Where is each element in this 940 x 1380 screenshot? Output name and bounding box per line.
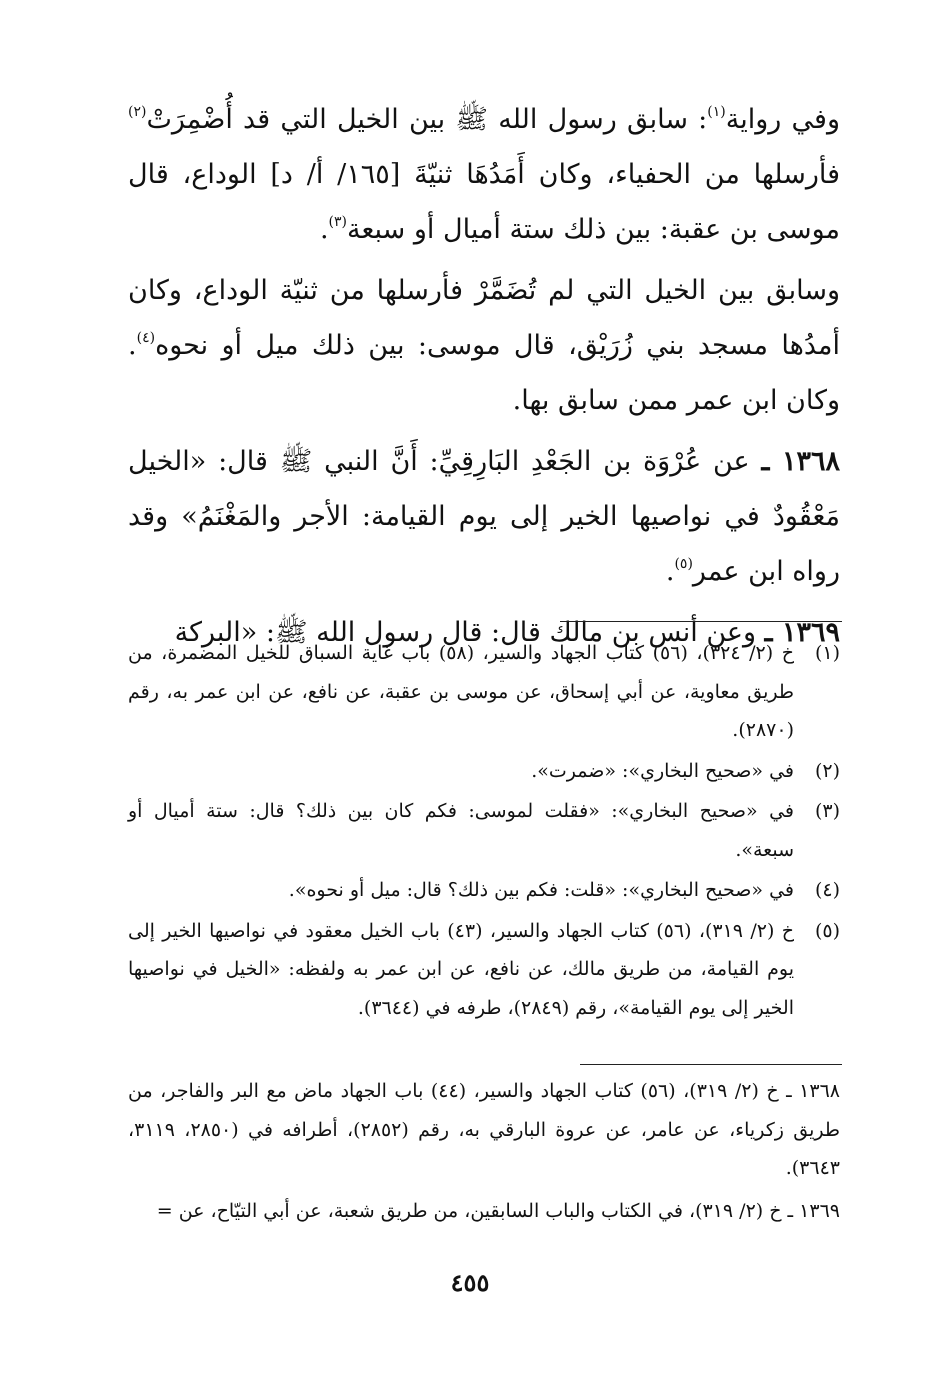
footnote-ref-4[interactable]: (٤) [136,330,156,346]
takhrij-1369: ١٣٦٩ ـ خ (٢/ ٣١٩)، في الكتاب والباب السابقين، من طريق شعبة، عن أبي التيّاح، عن = [156,1199,840,1222]
footnote-5 [128,912,840,1028]
text-run: وعن أنس بن مالك قال: قال رسول الله ﷺ: «البركة [174,617,765,648]
text-run: عن عُرْوَة بن الجَعْدِ البَارِقِيِّ: أَنَّ النبي ﷺ قال: «الخيل مَعْقُودٌ في نواصيها الخير إلى يوم القيامة: الأجر والمَغْنَمُ» وقد رواه ابن عمر [128,446,840,587]
footnote-mark: (٤) [814,879,840,901]
main-text [128,92,840,666]
text-run: وسابق بين الخيل التي لم تُضَمَّرْ فأرسلها من ثنيّة الوداع، وكان أمدُها مسجد بني زُرَيْق، قال موسى: بين ذلك ميل أو نحوه [128,275,840,361]
text-run: . [319,214,329,245]
text-run: وفي رواية [725,104,840,135]
footnote-ref-5[interactable]: (٥) [674,556,693,572]
takhrij-notes [128,1072,840,1234]
footnote-ref-1[interactable]: (١) [707,104,726,120]
text-run: . وكان ابن عمر ممن سابق بها. [128,330,840,416]
paragraph-riwaya [128,92,840,257]
footnote-ref-3[interactable]: (٣) [328,214,347,230]
hadith-number: ١٣٦٨ ـ [761,446,841,477]
footnote-text: خ (٢/ ٣١٩)، (٥٦) كتاب الجهاد والسير، (٤٣) باب الخيل معقود في نواصيها الخير إلى يوم القيامة، من طريق مالك، عن نافع، عن ابن عمر به ولفظه: «الخيل في نواصيها الخير إلى يوم القيامة»، رقم (٢٨٤٩)، طرفه في (٣٦٤٤). [128,919,795,1019]
footnote-2 [128,752,840,791]
footnote-ref-2[interactable]: (٢) [128,104,147,120]
footnote-text: خ (٢/ ٣٢٤)، (٥٦) كتاب الجهاد والسير، (٥٨) باب غاية السباق للخيل المضمرة، من طريق معاوية، عن أبي إسحاق، عن موسى بن عقبة، عن نافع، عن ابن عمر به، رقم (٢٨٧٠). [128,642,794,741]
footnote-text: في «صحيح البخاري»: «قلت: فكم بين ذلك؟ قال: ميل أو نحوه». [288,879,794,901]
page-number: ٤٥٥ [450,1268,490,1297]
takhrij-1368: ١٣٦٨ ـ خ (٢/ ٣١٩)، (٥٦) كتاب الجهاد والسير، (٤٤) باب الجهاد ماض مع البر والفاجر، من طريق زكرياء، عن عامر، عن عروة البارقي به، رقم (٢٨٥٢)، أطرافه في (٢٨٥٠، ٣١١٩، ٣٦٤٣). [128,1080,840,1179]
footnote-mark: (١) [814,642,840,664]
footnote-text: في «صحيح البخاري»: «فقلت لموسى: فكم كان بين ذلك؟ قال: ستة أميال أو سبعة». [128,800,794,861]
footnote-mark: (٣) [814,800,840,822]
text-run: . [665,556,675,587]
footnote-mark: (٢) [814,759,840,782]
footnote-4 [128,871,840,910]
paragraph-sabaq [128,263,840,428]
footnote-divider [560,621,842,622]
text-run: : سابق رسول الله ﷺ بين الخيل التي قد أُضْمِرَتْ [146,104,708,135]
takhrij-divider [580,1064,842,1065]
footnote-1 [128,634,840,750]
text-run: فأرسلها من الحفياء، وكان أَمَدُهَا ثنيّةَ [١٦٥/ أ/ د] الوداع، قال موسى بن عقبة: بين ذلك ستة أميال أو سبعة [128,159,841,245]
footnotes [128,634,840,1029]
footnote-3 [128,792,840,869]
footnote-mark: (٥) [814,919,840,942]
hadith-number: ١٣٦٩ ـ [764,617,840,648]
hadith-1368 [128,434,840,599]
footnote-text: في «صحيح البخاري»: «ضمرت». [531,759,794,782]
